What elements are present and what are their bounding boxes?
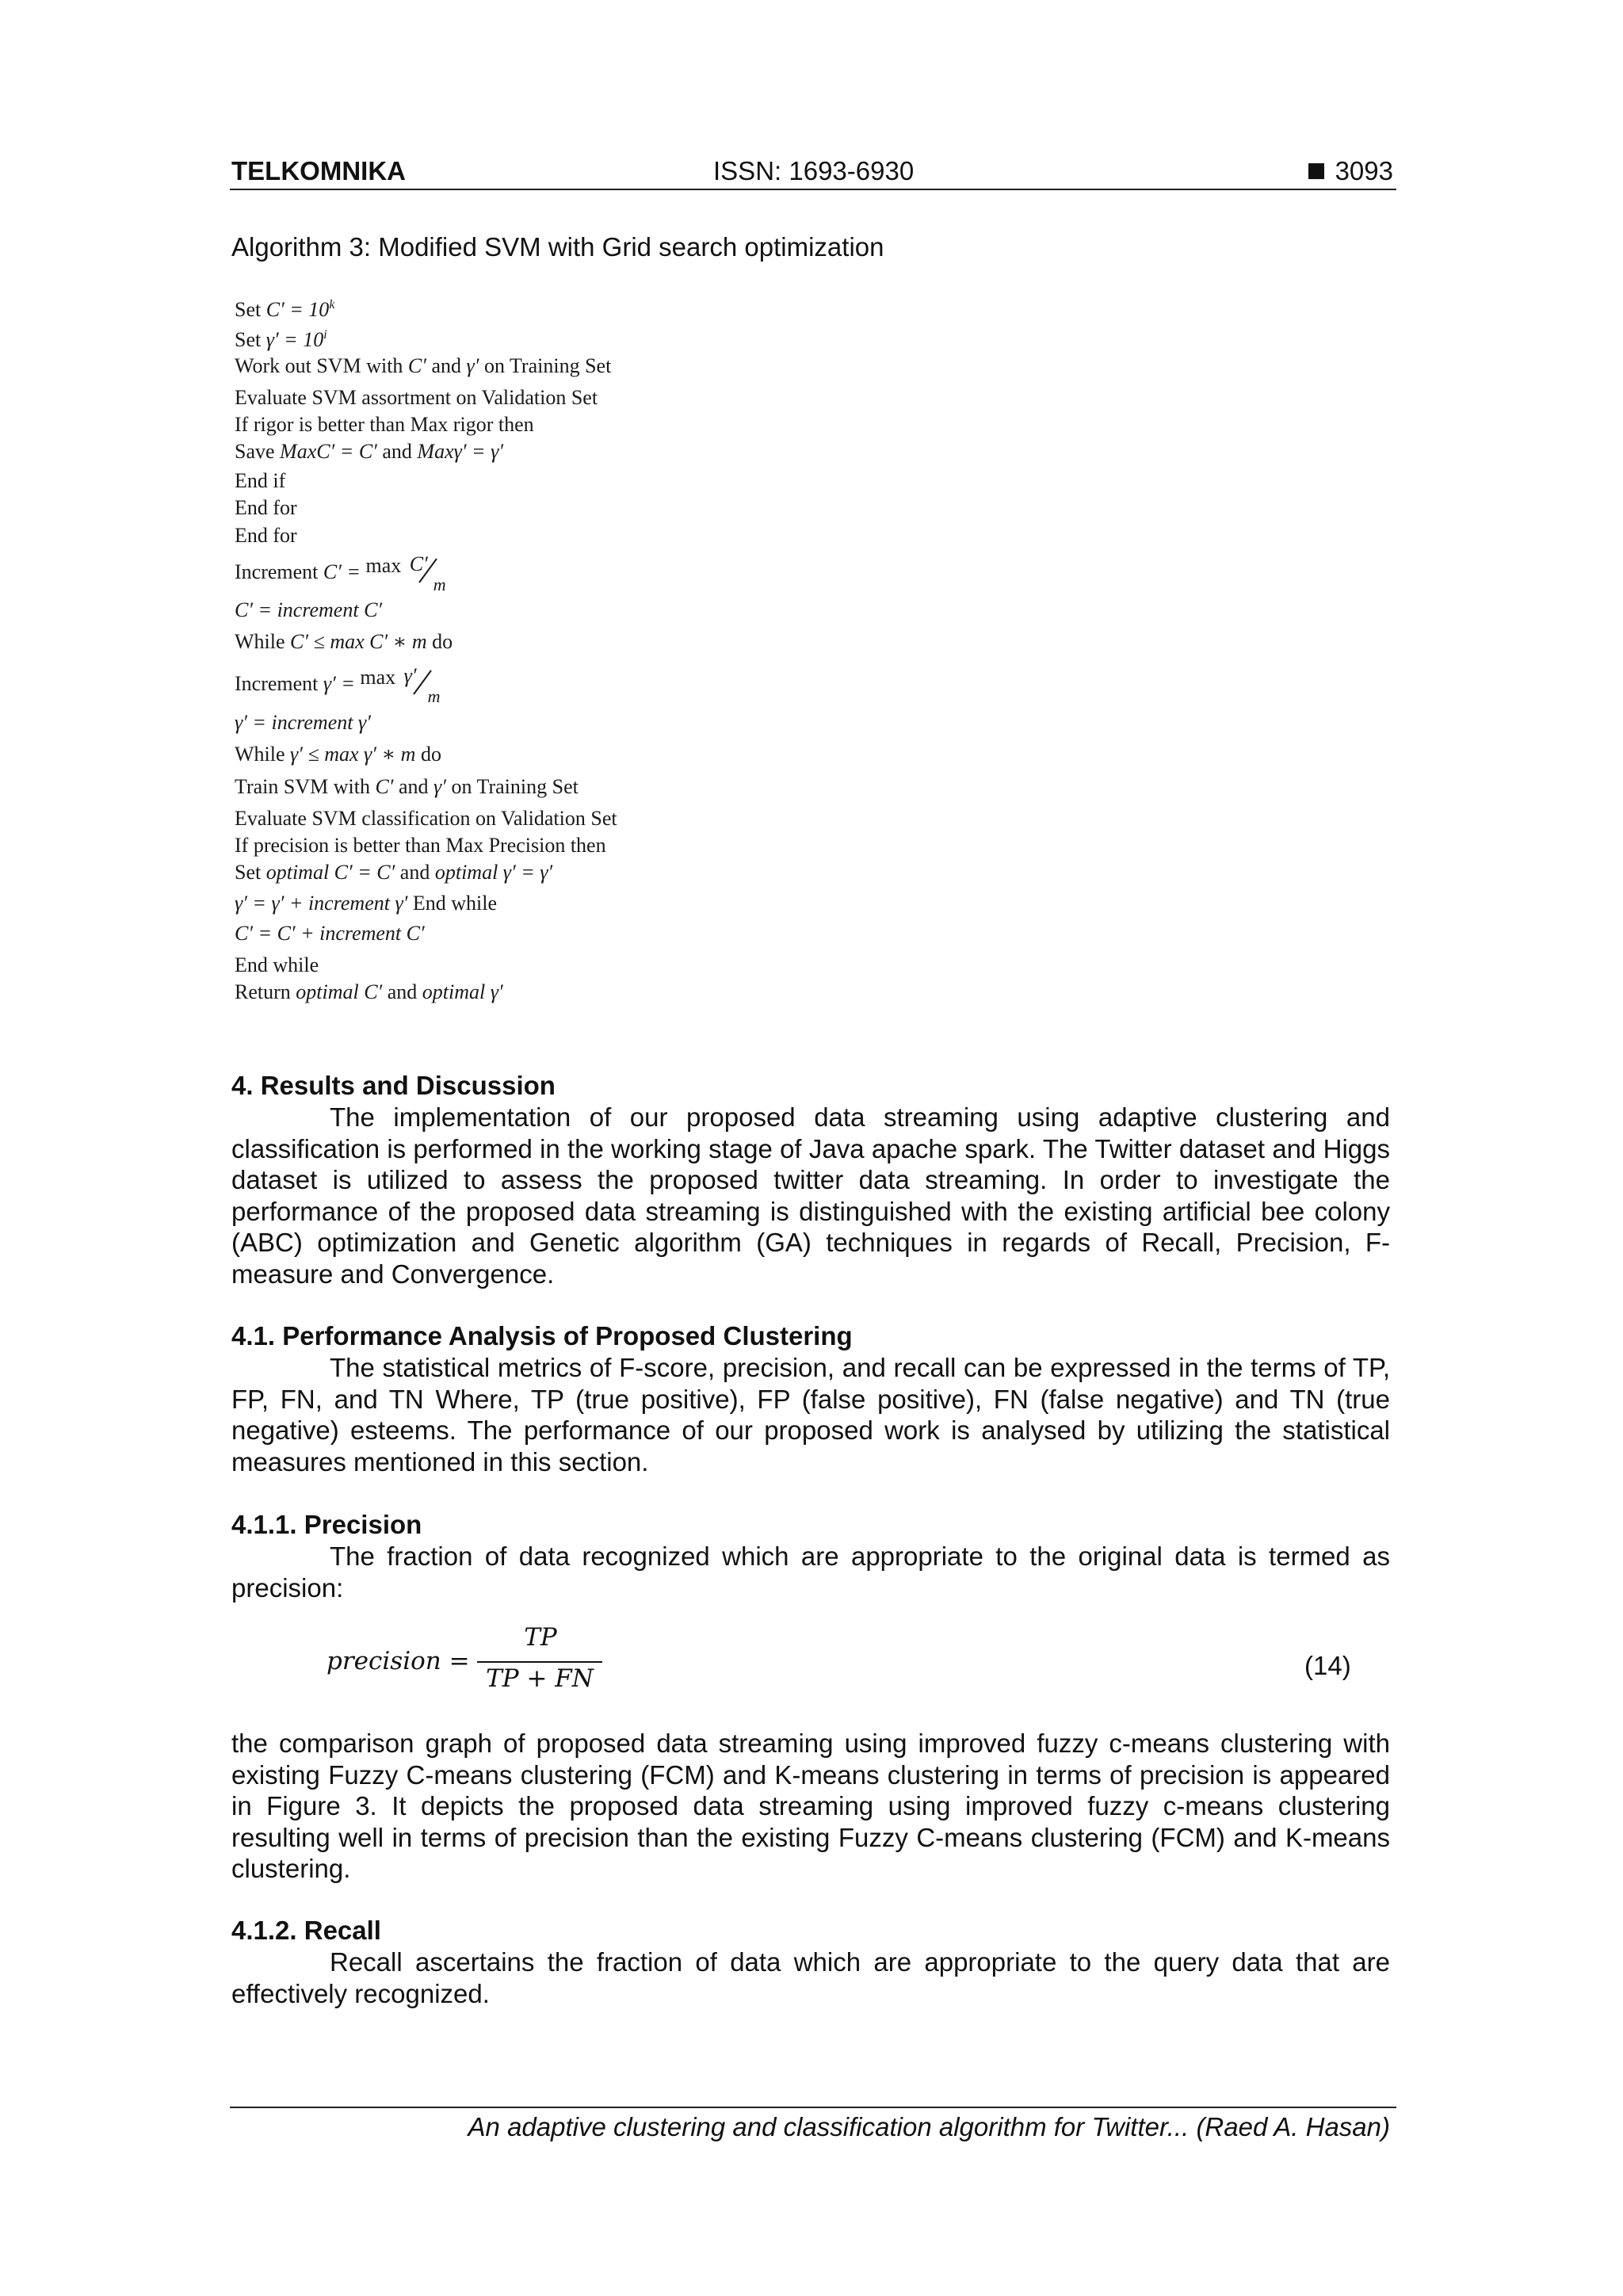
header-rule xyxy=(230,189,1396,190)
paragraph: The statistical metrics of F-score, precision, and recall can be expressed in the terms of TP, FP, FN, and TN Where, TP (true positive), FP (false positive), FN (false negative) and TN (true negative) esteems. The performance of our proposed work is analysed by utilizing the statistical measures mentioned in this section. xyxy=(231,1353,1390,1477)
section-heading: 4.1. Performance Analysis of Proposed Clustering xyxy=(231,1321,853,1350)
equation-lhs: precision = xyxy=(327,1647,470,1675)
fraction: C′ m xyxy=(409,552,446,594)
algorithm-line: End for xyxy=(235,496,297,519)
paragraph: The fraction of data recognized which are appropriate to the original data is termed as precision: xyxy=(231,1541,1390,1603)
algorithm-line: γ′ = increment γ′ xyxy=(235,711,371,734)
algorithm-line: Increment γ′ = max γ′ m xyxy=(235,672,449,696)
algorithm-line: Set $C' = 10^k$ xyxy=(235,298,335,321)
algorithm-line: Work out SVM with C′ and γ′ on Training Set xyxy=(235,354,612,377)
fraction-bar xyxy=(477,1661,602,1663)
algorithm-line: Train SVM with C′ and γ′ on Training Set xyxy=(235,775,579,798)
footer-citation: An adaptive clustering and classification algorithm for Twitter... (Raed A. Hasan) xyxy=(468,2112,1390,2141)
algorithm-line: End for xyxy=(235,524,297,547)
fraction: γ′ m xyxy=(403,664,441,706)
algorithm-line: Save MaxC′ = C′ and Maxγ′ = γ′ xyxy=(235,440,504,463)
paragraph: Recall ascertains the fraction of data which are appropriate to the query data that are effectively recognized. xyxy=(231,1947,1390,2008)
algorithm-line: Set $\gamma' = 10^i$ xyxy=(235,328,327,351)
section-heading: 4.1.1. Precision xyxy=(231,1510,422,1539)
journal-name: TELKOMNIKA xyxy=(231,156,406,185)
equation-number: (14) xyxy=(1304,1651,1351,1680)
algorithm-line: C′ = increment C′ xyxy=(235,598,383,621)
page-number: 3093 xyxy=(1335,156,1393,185)
section-heading: 4. Results and Discussion xyxy=(231,1071,556,1100)
page-number-group xyxy=(1308,155,1393,187)
paragraph: The implementation of our proposed data streaming using adaptive clustering and classification is performed in the working stage of Java apache spark. The Twitter dataset and Higgs dataset is utilized to assess the proposed twitter data streaming. In order to investigate the performance of the proposed data streaming is distinguished with the existing artificial bee colony (ABC) optimization and Genetic algorithm (GA) techniques in regards of Recall, Precision, F-measure and Convergence. xyxy=(231,1102,1390,1289)
precision-equation xyxy=(327,1623,612,1702)
paragraph: the comparison graph of proposed data streaming using improved fuzzy c-means clustering with existing Fuzzy C-means clustering (FCM) and K-means clustering in terms of precision is appeared in Figure 3. It depicts the proposed data streaming using improved fuzzy c-means clustering resulting well in terms of precision than the existing Fuzzy C-means clustering (FCM) and K-means clustering. xyxy=(231,1729,1390,1883)
algorithm-line: γ′ = γ′ + increment γ′ End while xyxy=(235,892,498,915)
algorithm-line: If rigor is better than Max rigor then xyxy=(235,413,534,436)
issn: ISSN: 1693-6930 xyxy=(713,156,915,185)
algorithm-line: Set optimal C′ = C′ and optimal γ′ = γ′ xyxy=(235,861,553,884)
algorithm-line: While γ′ ≤ max γ′ ∗ m do xyxy=(235,743,441,766)
footer-rule xyxy=(230,2107,1396,2108)
algorithm-line: End while xyxy=(235,953,319,976)
algorithm-line: Evaluate SVM assortment on Validation Set xyxy=(235,386,598,409)
section-heading: 4.1.2. Recall xyxy=(231,1916,381,1945)
square-bullet-icon xyxy=(1308,163,1324,179)
algorithm-line: C′ = C′ + increment C′ xyxy=(235,922,425,945)
algorithm-line: If precision is better than Max Precision then xyxy=(235,834,606,857)
equation-denominator: TP + FN xyxy=(486,1664,594,1693)
algorithm-line: End if xyxy=(235,469,286,492)
algorithm-title: Algorithm 3: Modified SVM with Grid search optimization xyxy=(231,232,884,262)
algorithm-line: Return optimal C′ and optimal γ′ xyxy=(235,980,503,1003)
algorithm-line: While C′ ≤ max C′ ∗ m do xyxy=(235,630,453,653)
algorithm-line: Evaluate SVM classification on Validation Set xyxy=(235,807,617,830)
algorithm-line: Increment C′ = max C′ m xyxy=(235,560,454,584)
equation-numerator: TP xyxy=(524,1623,557,1652)
